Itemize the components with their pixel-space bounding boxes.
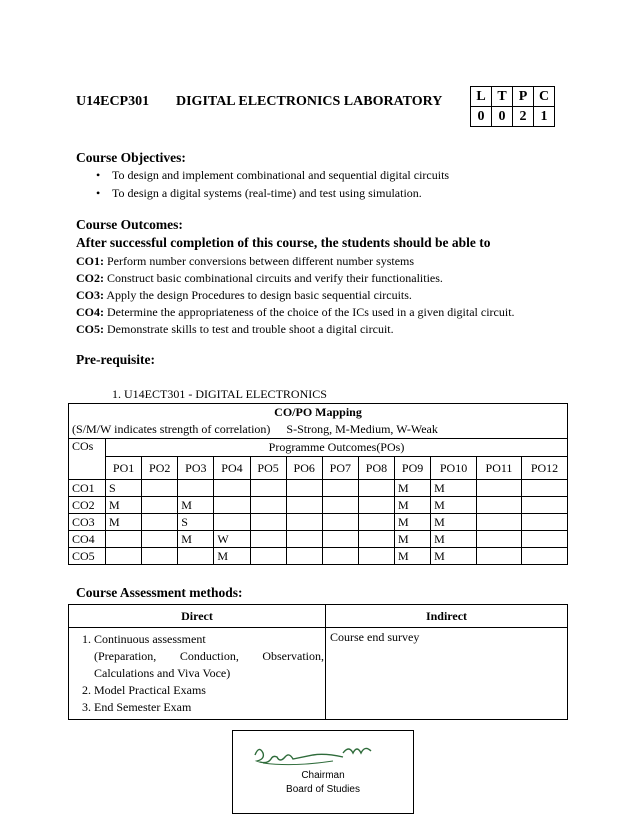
mapping-cell	[322, 514, 358, 531]
mapping-cell: M	[395, 497, 431, 514]
ltpc-value: 0	[492, 107, 513, 127]
direct-item-1-line2	[94, 648, 324, 665]
mapping-cell	[286, 497, 322, 514]
outcome-item	[76, 288, 412, 303]
copo-strength-row	[69, 421, 568, 439]
po-label: PO3	[178, 457, 214, 480]
mapping-cell	[322, 497, 358, 514]
indirect-header: Indirect	[326, 605, 568, 628]
cos-header: COs	[69, 439, 106, 480]
objective-text: To design a digital systems (real-time) and test using simulation.	[112, 186, 422, 200]
ltpc-value-row	[471, 107, 555, 127]
mapping-cell: M	[214, 548, 250, 565]
assessment-heading: Course Assessment methods:	[76, 585, 243, 600]
mapping-cell	[358, 548, 394, 565]
mapping-cell	[358, 531, 394, 548]
table-row	[69, 497, 568, 514]
ltpc-header: T	[492, 87, 513, 107]
mapping-cell	[522, 531, 568, 548]
outcome-label: CO3:	[76, 288, 104, 302]
outcome-item	[76, 305, 515, 320]
mapping-cell	[286, 548, 322, 565]
mapping-cell	[250, 548, 286, 565]
ltpc-header-row	[471, 87, 555, 107]
mapping-cell: M	[431, 514, 477, 531]
mapping-cell	[476, 514, 521, 531]
outcome-item	[76, 271, 443, 286]
direct-header: Direct	[69, 605, 326, 628]
direct-word: Observation,	[262, 649, 324, 663]
mapping-cell: M	[395, 548, 431, 565]
mapping-cell	[142, 514, 178, 531]
table-row	[69, 514, 568, 531]
outcome-item	[76, 254, 414, 269]
outcome-text: Construct basic combinational circuits and verify their functionalities.	[104, 271, 443, 285]
mapping-cell	[250, 514, 286, 531]
assessment-table	[68, 604, 568, 720]
po-label: PO12	[522, 457, 568, 480]
mapping-cell	[522, 548, 568, 565]
outcome-text: Apply the design Procedures to design basic sequential circuits.	[104, 288, 412, 302]
po-label-row	[69, 457, 568, 480]
ltpc-header: P	[513, 87, 534, 107]
objective-text: To design and implement combinational and sequential digital circuits	[112, 168, 450, 182]
mapping-cell	[106, 548, 142, 565]
mapping-cell: M	[178, 531, 214, 548]
mapping-cell	[476, 480, 521, 497]
mapping-cell: M	[106, 514, 142, 531]
mapping-cell	[476, 497, 521, 514]
mapping-cell: S	[106, 480, 142, 497]
outcome-label: CO1:	[76, 254, 104, 268]
signature-box	[232, 730, 414, 814]
signature-subtitle: Board of Studies	[286, 784, 360, 795]
mapping-cell	[522, 480, 568, 497]
po-label: PO8	[358, 457, 394, 480]
mapping-cell: W	[214, 531, 250, 548]
outcome-label: CO2:	[76, 271, 104, 285]
mapping-cell	[142, 531, 178, 548]
objective-item	[96, 186, 422, 201]
ltpc-value: 0	[471, 107, 492, 127]
mapping-cell: M	[431, 531, 477, 548]
copo-strength-legend: S-Strong, M-Medium, W-Weak	[286, 422, 438, 436]
mapping-cell: M	[431, 548, 477, 565]
mapping-cell: M	[431, 497, 477, 514]
objectives-heading: Course Objectives:	[76, 150, 186, 165]
outcome-label: CO4:	[76, 305, 104, 319]
co-label: CO5	[69, 548, 106, 565]
mapping-cell	[214, 514, 250, 531]
mapping-cell	[358, 480, 394, 497]
mapping-cell: M	[431, 480, 477, 497]
co-label: CO1	[69, 480, 106, 497]
mapping-cell	[322, 480, 358, 497]
copo-strength-note: (S/M/W indicates strength of correlation)	[72, 422, 271, 436]
ltpc-header: C	[534, 87, 555, 107]
mapping-cell	[214, 480, 250, 497]
course-code: U14ECP301	[76, 94, 150, 109]
po-label: PO2	[142, 457, 178, 480]
co-label: CO4	[69, 531, 106, 548]
po-label: PO10	[431, 457, 477, 480]
mapping-cell	[286, 514, 322, 531]
mapping-cell	[142, 548, 178, 565]
outcome-text: Determine the appropriateness of the choice of the ICs used in a given digital circuit.	[104, 305, 515, 319]
mapping-cell: S	[178, 514, 214, 531]
mapping-cell	[286, 531, 322, 548]
prerequisite-heading: Pre-requisite:	[76, 352, 155, 367]
indirect-item: Course end survey	[330, 630, 420, 644]
mapping-cell	[322, 531, 358, 548]
indirect-methods	[326, 628, 568, 720]
po-label: PO4	[214, 457, 250, 480]
direct-item: 3. End Semester Exam	[94, 699, 324, 716]
mapping-cell	[250, 531, 286, 548]
po-label: PO7	[322, 457, 358, 480]
mapping-cell	[250, 497, 286, 514]
mapping-cell	[106, 531, 142, 548]
mapping-cell: M	[106, 497, 142, 514]
mapping-cell: M	[395, 531, 431, 548]
outcome-item	[76, 322, 394, 337]
co-label: CO2	[69, 497, 106, 514]
mapping-cell	[142, 480, 178, 497]
direct-word: (Preparation,	[94, 649, 157, 663]
co-label: CO3	[69, 514, 106, 531]
mapping-cell: M	[178, 497, 214, 514]
objective-item	[96, 168, 449, 183]
prerequisite-item: 1. U14ECT301 - DIGITAL ELECTRONICS	[112, 387, 327, 401]
po-label: PO5	[250, 457, 286, 480]
bullet-icon: •	[96, 186, 101, 200]
table-row	[69, 548, 568, 565]
direct-item-1-line1: Continuous assessment	[94, 632, 206, 646]
outcomes-heading: Course Outcomes:	[76, 217, 183, 232]
table-row	[69, 531, 568, 548]
po-label: PO6	[286, 457, 322, 480]
po-label: PO1	[106, 457, 142, 480]
bullet-icon: •	[96, 168, 101, 182]
direct-methods	[69, 628, 326, 720]
mapping-cell: M	[395, 514, 431, 531]
mapping-cell	[522, 514, 568, 531]
direct-item: 2. Model Practical Exams	[94, 682, 324, 699]
po-label: PO11	[476, 457, 521, 480]
po-label: PO9	[395, 457, 431, 480]
ltpc-value: 1	[534, 107, 555, 127]
table-row	[69, 480, 568, 497]
mapping-cell	[358, 514, 394, 531]
mapping-cell	[250, 480, 286, 497]
mapping-cell	[322, 548, 358, 565]
po-header: Programme Outcomes(POs)	[106, 439, 568, 457]
course-title: DIGITAL ELECTRONICS LABORATORY	[176, 94, 443, 109]
direct-word: Conduction,	[179, 649, 239, 663]
signature-image	[233, 733, 413, 773]
ltpc-header: L	[471, 87, 492, 107]
mapping-cell	[476, 548, 521, 565]
mapping-cell	[358, 497, 394, 514]
copo-title: CO/PO Mapping	[69, 404, 568, 422]
mapping-cell	[522, 497, 568, 514]
copo-body	[69, 480, 568, 565]
mapping-cell	[476, 531, 521, 548]
mapping-cell	[214, 497, 250, 514]
direct-item-1-line3: Calculations and Viva Voce)	[94, 666, 231, 680]
copo-table	[68, 403, 568, 565]
mapping-cell	[286, 480, 322, 497]
outcome-text: Perform number conversions between different number systems	[104, 254, 415, 268]
ltpc-table	[470, 86, 555, 127]
outcomes-subheading: After successful completion of this course, the students should be able to	[76, 235, 491, 250]
outcome-text: Demonstrate skills to test and trouble shoot a digital circuit.	[104, 322, 394, 336]
mapping-cell	[178, 548, 214, 565]
mapping-cell	[142, 497, 178, 514]
outcome-label: CO5:	[76, 322, 104, 336]
mapping-cell	[178, 480, 214, 497]
mapping-cell: M	[395, 480, 431, 497]
direct-item	[94, 631, 324, 682]
signature-title: Chairman	[301, 770, 345, 781]
ltpc-value: 2	[513, 107, 534, 127]
